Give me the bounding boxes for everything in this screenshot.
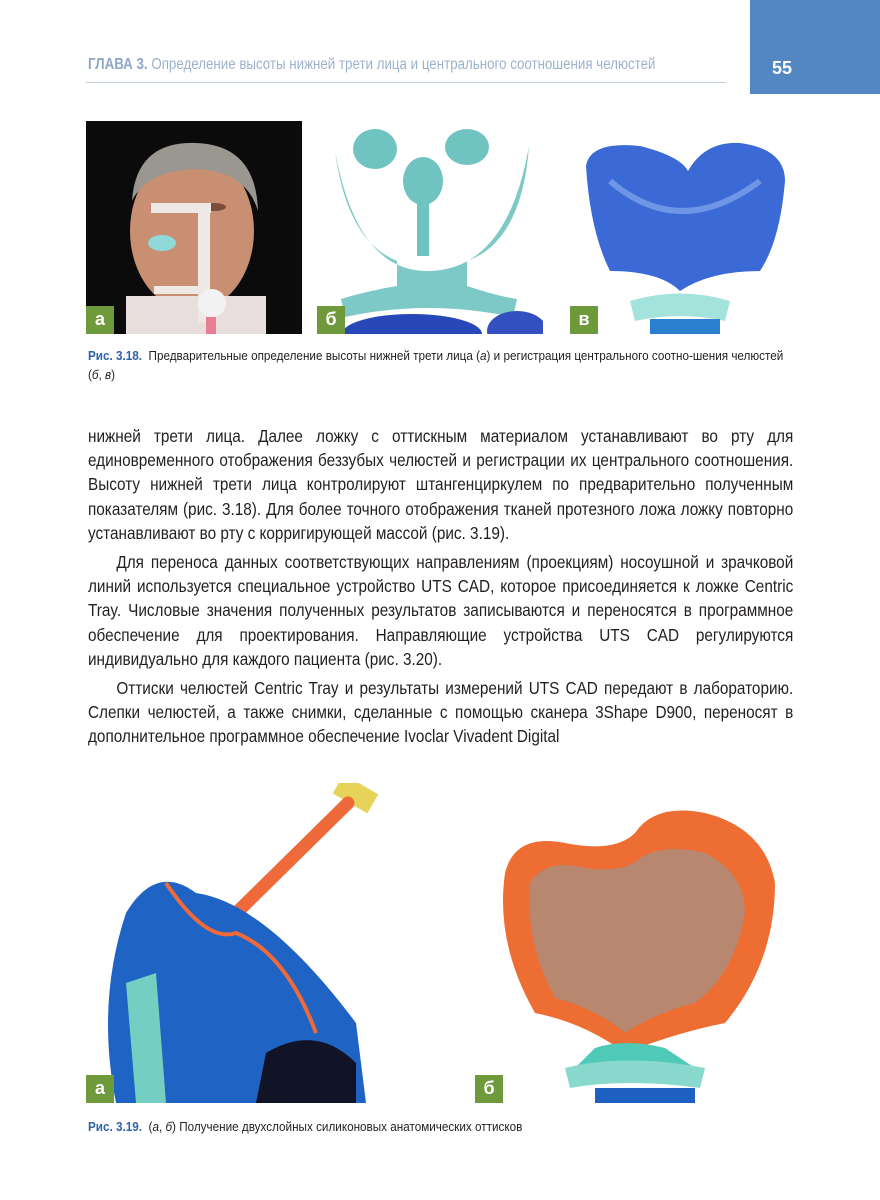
header-divider [86, 82, 726, 83]
caption-label: Рис. 3.19. [88, 1119, 143, 1134]
caption-sep: , [98, 367, 106, 382]
figure-318-caption [88, 346, 799, 384]
panel-label-a: а [86, 1075, 114, 1103]
caption-ref-b: б [165, 1119, 173, 1134]
caption-open: ( [148, 1119, 153, 1134]
body-text [88, 424, 793, 754]
centric-tray-image [317, 121, 543, 334]
caption-text: ) Получение двухслойных силиконовых анатомических оттисков [172, 1119, 523, 1134]
panel-label-a: а [86, 306, 114, 334]
figure-319-caption [88, 1117, 718, 1136]
panel-label-c: в [570, 306, 598, 334]
panel-label-b: б [475, 1075, 503, 1103]
figure-318c [570, 121, 800, 334]
caption-ref-a: а [152, 1119, 159, 1134]
paragraph: Для переноса данных соответствующих направлениям (проекциям) носоушной и зрачковой линий используется специальное устройство UTS CAD, которое присоединяется к ложке Centric Tray. Числовые значения полученных результатов записываются и переносятся в программное обеспечение для проектирования. Направляющие устройства UTS CAD регулируются индивидуально для каждого пациента (рис. 3.20). [88, 552, 794, 669]
caption-end: ) [111, 367, 116, 382]
caption-sep: , [158, 1119, 166, 1134]
patient-caliper-image [86, 121, 302, 334]
panel-label-b: б [317, 306, 345, 334]
page-number: 55 [772, 58, 793, 78]
blue-impression-image [570, 121, 800, 334]
running-head [88, 56, 656, 74]
figure-318a [86, 121, 302, 334]
orange-application-image [86, 783, 402, 1103]
chapter-label: ГЛАВА 3. [88, 56, 148, 73]
caption-text: ) и регистрация центрального соотно-шения челюстей ( [88, 348, 784, 382]
paragraph: нижней трети лица. Далее ложку с оттискным материалом устанавливают во рту для единовременного отображения беззубых челюстей и регистрации их центрального соотношения. Высоту нижней трети лица контролируют штангенциркулем по предварительно полученным показателям (рис. 3.18). Для более точного отображения тканей протезного ложа ложку повторно устанавливают во рту с корригирующей массой (рис. 3.19). [88, 426, 794, 543]
caption-ref-b: б [91, 367, 99, 382]
page-number-tab [750, 0, 880, 94]
paragraph: Оттиски челюстей Centric Tray и результаты измерений UTS CAD передают в лабораторию. Слепки челюстей, а также снимки, сделанные с помощью сканера 3Shape D900, переносят в дополнительное программное обеспечение Ivoclar Vivadent Digital [88, 678, 794, 747]
figure-319a [86, 783, 402, 1103]
figure-319b [475, 783, 799, 1103]
caption-label: Рис. 3.18. [88, 348, 143, 363]
caption-ref-a: а [480, 348, 487, 363]
chapter-title: Определение высоты нижней трети лица и центрального соотношения челюстей [151, 56, 656, 73]
orange-impression-image [475, 783, 799, 1103]
figure-318b [317, 121, 543, 334]
caption-ref-v: в [105, 367, 112, 382]
caption-text: Предварительные определение высоты нижней трети лица ( [148, 348, 481, 363]
